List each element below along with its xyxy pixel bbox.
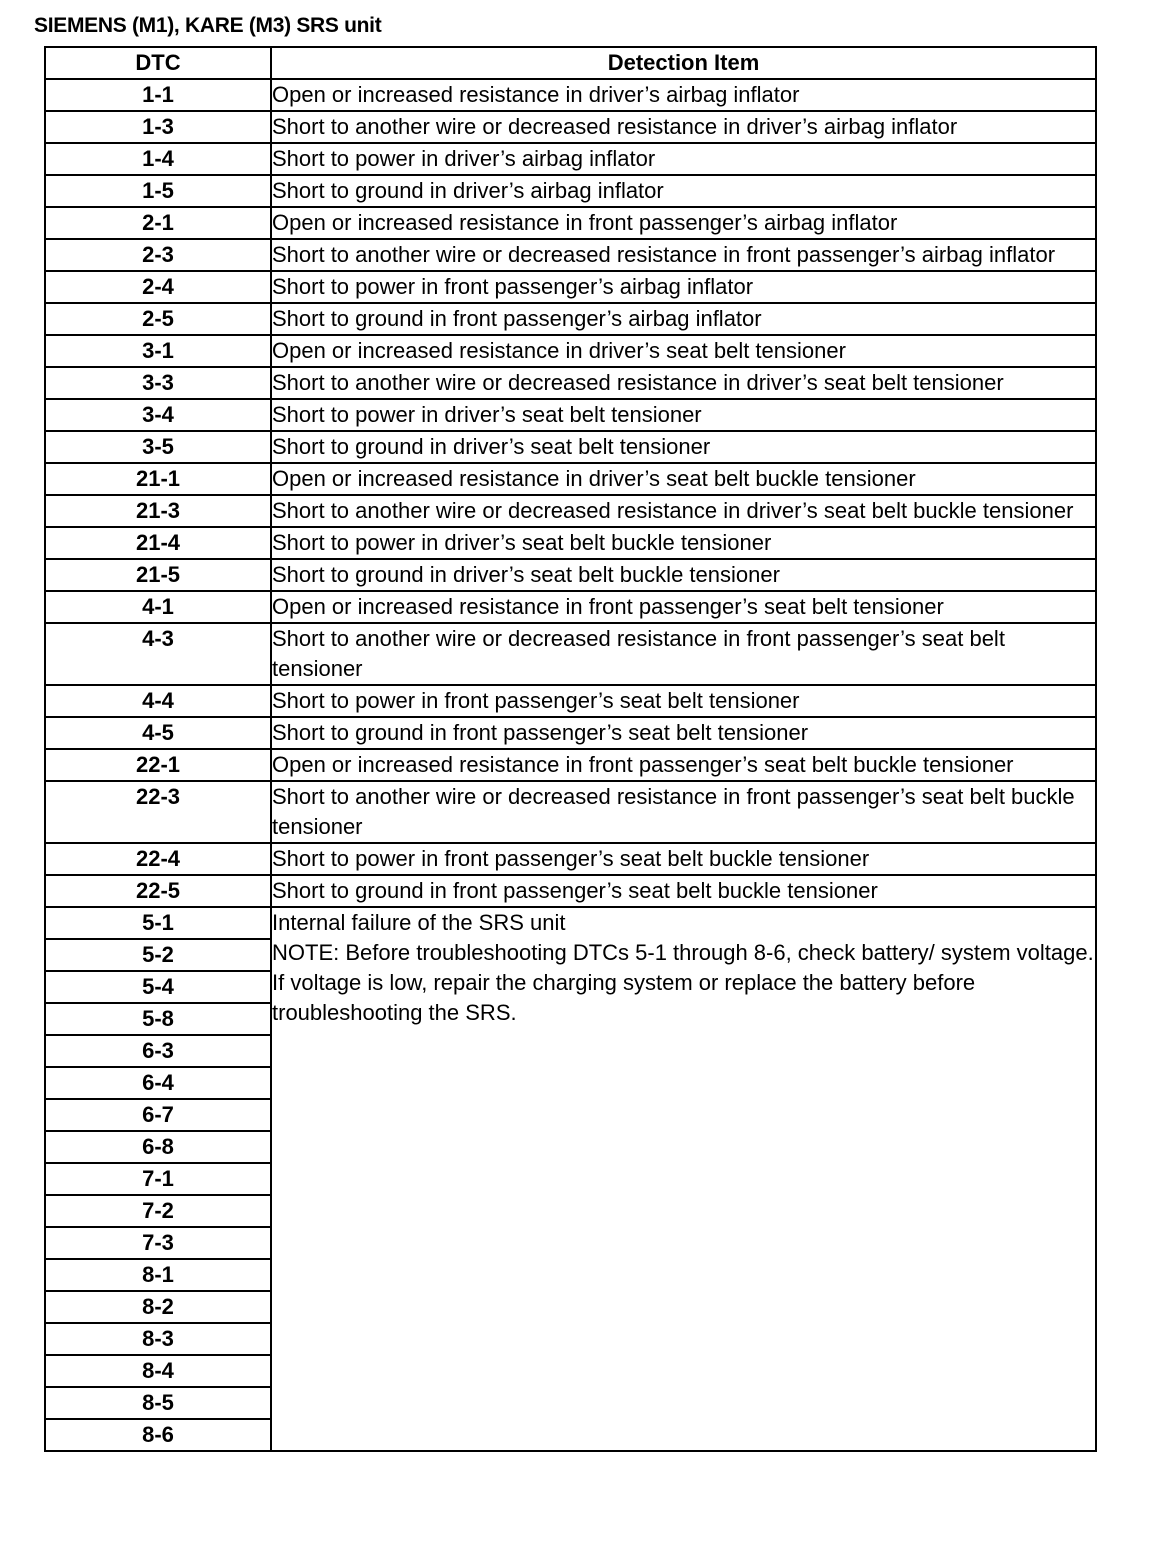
dtc-code: 21-3 (45, 495, 271, 527)
table-row (45, 399, 1096, 431)
dtc-code: 21-1 (45, 463, 271, 495)
table-header-row (45, 47, 1096, 79)
table-row (45, 875, 1096, 907)
detection-item: Open or increased resistance in driver’s airbag inflator (271, 79, 1096, 111)
dtc-code: 5-8 (45, 1003, 271, 1035)
dtc-table (44, 46, 1097, 1452)
dtc-code: 1-4 (45, 143, 271, 175)
table-row (45, 175, 1096, 207)
dtc-code: 22-3 (45, 781, 271, 843)
detection-item: Open or increased resistance in driver’s seat belt tensioner (271, 335, 1096, 367)
dtc-code: 5-2 (45, 939, 271, 971)
dtc-code: 6-3 (45, 1035, 271, 1067)
detection-item: Short to power in driver’s seat belt buckle tensioner (271, 527, 1096, 559)
detection-item: Open or increased resistance in driver’s seat belt buckle tensioner (271, 463, 1096, 495)
detection-item: Short to ground in driver’s seat belt tensioner (271, 431, 1096, 463)
table-body (45, 79, 1096, 1451)
header-dtc: DTC (45, 47, 271, 79)
dtc-code: 6-4 (45, 1067, 271, 1099)
dtc-code: 4-3 (45, 623, 271, 685)
detection-item: Short to power in driver’s airbag inflator (271, 143, 1096, 175)
table-row (45, 559, 1096, 591)
detection-item: Short to ground in front passenger’s seat belt buckle tensioner (271, 875, 1096, 907)
dtc-code: 3-1 (45, 335, 271, 367)
table-row (45, 463, 1096, 495)
header-detection-item: Detection Item (271, 47, 1096, 79)
table-row (45, 843, 1096, 875)
dtc-code: 7-3 (45, 1227, 271, 1259)
dtc-code: 22-5 (45, 875, 271, 907)
dtc-code: 6-7 (45, 1099, 271, 1131)
dtc-code: 5-1 (45, 907, 271, 939)
detection-item: Short to another wire or decreased resistance in driver’s seat belt tensioner (271, 367, 1096, 399)
internal-failure-cell (271, 907, 1096, 1451)
dtc-code: 5-4 (45, 971, 271, 1003)
dtc-code: 1-1 (45, 79, 271, 111)
detection-item: Short to another wire or decreased resistance in front passenger’s airbag inflator (271, 239, 1096, 271)
table-row (45, 239, 1096, 271)
dtc-code: 3-3 (45, 367, 271, 399)
dtc-code: 4-1 (45, 591, 271, 623)
dtc-code: 21-4 (45, 527, 271, 559)
detection-item: Short to another wire or decreased resistance in driver’s airbag inflator (271, 111, 1096, 143)
dtc-code: 21-5 (45, 559, 271, 591)
detection-item: Short to power in front passenger’s seat belt tensioner (271, 685, 1096, 717)
detection-item: Short to another wire or decreased resistance in driver’s seat belt buckle tensioner (271, 495, 1096, 527)
detection-item: Short to power in front passenger’s airbag inflator (271, 271, 1096, 303)
table-row (45, 335, 1096, 367)
table-row (45, 431, 1096, 463)
table-row (45, 143, 1096, 175)
dtc-code: 22-1 (45, 749, 271, 781)
dtc-code: 1-3 (45, 111, 271, 143)
detection-item: Short to power in front passenger’s seat belt buckle tensioner (271, 843, 1096, 875)
dtc-code: 8-4 (45, 1355, 271, 1387)
detection-item: Short to power in driver’s seat belt tensioner (271, 399, 1096, 431)
detection-item: Short to ground in driver’s seat belt buckle tensioner (271, 559, 1096, 591)
table-row (45, 907, 1096, 939)
table-row (45, 79, 1096, 111)
dtc-code: 1-5 (45, 175, 271, 207)
dtc-code: 3-5 (45, 431, 271, 463)
table-row (45, 527, 1096, 559)
dtc-code: 2-3 (45, 239, 271, 271)
dtc-code: 8-6 (45, 1419, 271, 1451)
table-row (45, 749, 1096, 781)
battery-note: NOTE: Before troubleshooting DTCs 5-1 through 8-6, check battery/ system voltage. If voltage is low, repair the charging system or replace the battery before troubleshooting the SRS. (272, 940, 1094, 1025)
table-row (45, 303, 1096, 335)
dtc-code: 8-1 (45, 1259, 271, 1291)
dtc-code: 3-4 (45, 399, 271, 431)
table-row (45, 623, 1096, 685)
table-row (45, 207, 1096, 239)
detection-item: Open or increased resistance in front passenger’s airbag inflator (271, 207, 1096, 239)
internal-failure-label: Internal failure of the SRS unit (272, 910, 566, 935)
table-row (45, 111, 1096, 143)
detection-item: Short to ground in driver’s airbag inflator (271, 175, 1096, 207)
dtc-code: 4-5 (45, 717, 271, 749)
dtc-code: 8-2 (45, 1291, 271, 1323)
table-row (45, 367, 1096, 399)
dtc-code: 22-4 (45, 843, 271, 875)
dtc-code: 8-3 (45, 1323, 271, 1355)
table-row (45, 271, 1096, 303)
dtc-code: 7-2 (45, 1195, 271, 1227)
dtc-code: 8-5 (45, 1387, 271, 1419)
dtc-code: 4-4 (45, 685, 271, 717)
dtc-code: 2-5 (45, 303, 271, 335)
detection-item: Short to another wire or decreased resistance in front passenger’s seat belt buckle tensioner (271, 781, 1096, 843)
dtc-code: 6-8 (45, 1131, 271, 1163)
dtc-code: 7-1 (45, 1163, 271, 1195)
table-row (45, 781, 1096, 843)
detection-item: Short to ground in front passenger’s seat belt tensioner (271, 717, 1096, 749)
detection-item: Short to another wire or decreased resistance in front passenger’s seat belt tensioner (271, 623, 1096, 685)
table-row (45, 717, 1096, 749)
dtc-code: 2-4 (45, 271, 271, 303)
detection-item: Open or increased resistance in front passenger’s seat belt buckle tensioner (271, 749, 1096, 781)
detection-item: Short to ground in front passenger’s airbag inflator (271, 303, 1096, 335)
table-row (45, 495, 1096, 527)
table-row (45, 685, 1096, 717)
detection-item: Open or increased resistance in front passenger’s seat belt tensioner (271, 591, 1096, 623)
table-row (45, 591, 1096, 623)
page-title: SIEMENS (M1), KARE (M3) SRS unit (34, 14, 382, 37)
dtc-code: 2-1 (45, 207, 271, 239)
